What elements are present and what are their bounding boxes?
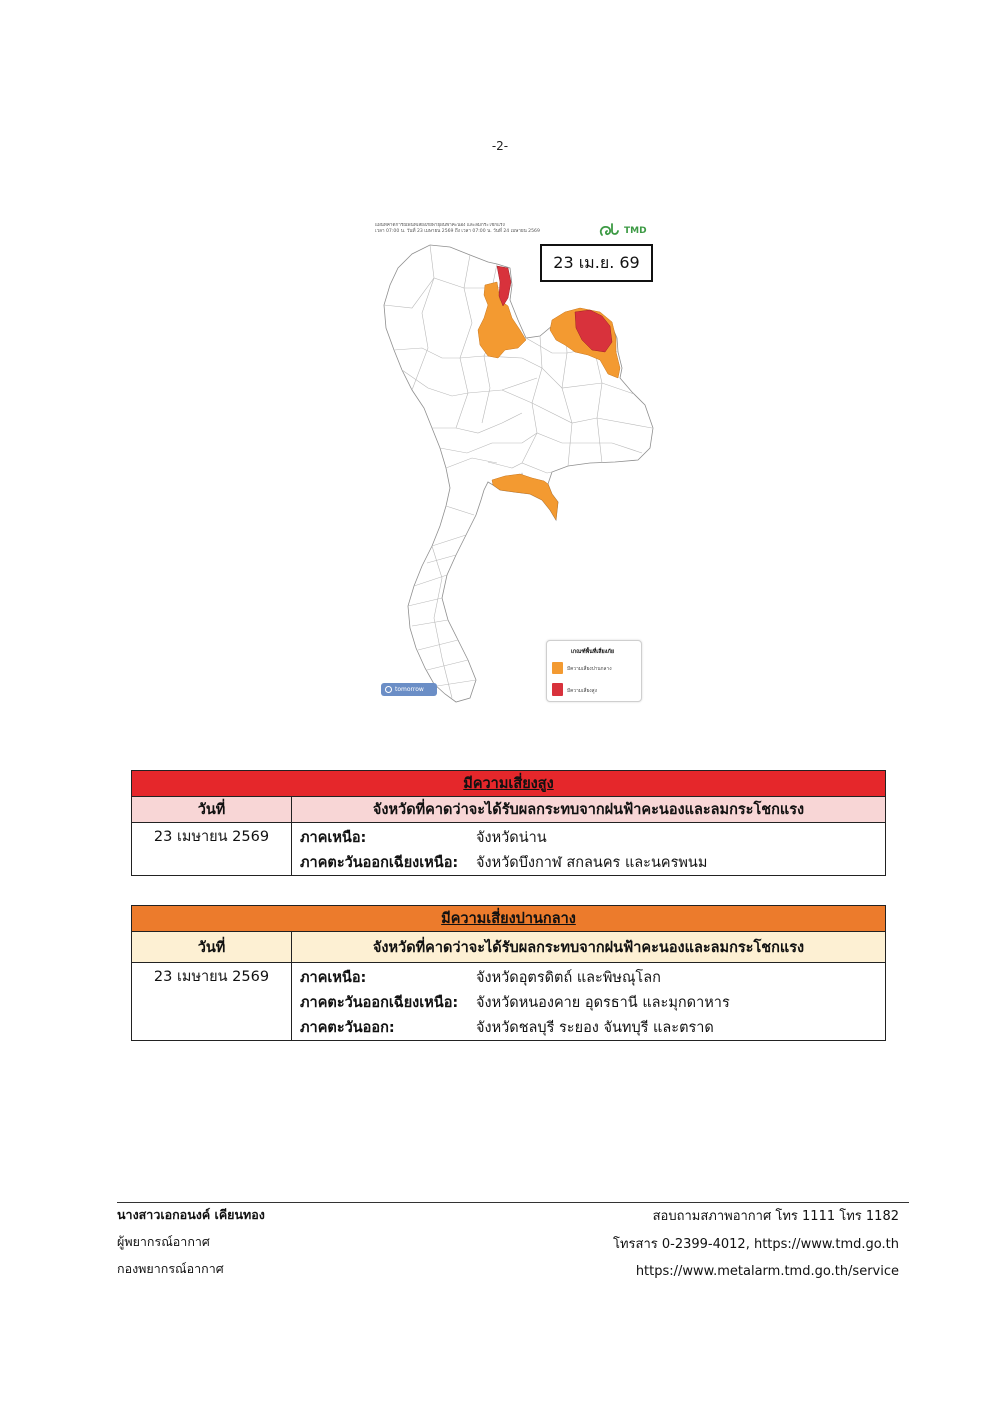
region-line xyxy=(292,825,885,850)
region-label: ภาคตะวันออกเฉียงเหนือ: xyxy=(300,855,459,871)
tmd-logo xyxy=(596,219,654,241)
map-header-period: เวลา 07:00 น. วันที่ 23 เมษายน 2569 ถึง เวลา 07:00 น. วันที่ 24 เมษายน 2569 xyxy=(375,229,540,234)
legend-swatch-moderate xyxy=(552,662,563,674)
date-value: 23 เมษายน 2569 xyxy=(153,969,270,985)
signature-block xyxy=(117,1201,265,1282)
map-date-label: 23 เม.ย. 69 xyxy=(540,244,653,282)
region-label: ภาคเหนือ: xyxy=(300,830,367,846)
province-list: จังหวัดหนองคาย อุดรธานี และมุกดาหาร xyxy=(476,995,730,1011)
date-value: 23 เมษายน 2569 xyxy=(153,829,270,845)
legend-label-moderate: มีความเสี่ยงปานกลาง xyxy=(567,667,612,672)
tmd-logo-mark-icon xyxy=(598,221,620,239)
region-label: ภาคเหนือ: xyxy=(300,970,367,986)
provinces-cell xyxy=(292,823,886,876)
date-cell xyxy=(132,963,292,1041)
map-legend xyxy=(546,640,642,702)
forecaster-division: กองพยากรณ์อากาศ xyxy=(117,1261,224,1276)
date-cell xyxy=(132,823,292,876)
column-header-provinces: จังหวัดที่คาดว่าจะได้รับผลกระทบจากฝนฟ้าคะนองและลมกระโชกแรง xyxy=(292,932,886,963)
table-row xyxy=(132,823,886,876)
tomorrow-logo-icon xyxy=(385,686,392,693)
region-label: ภาคตะวันออก: xyxy=(300,1020,395,1036)
high-risk-table xyxy=(131,770,886,876)
moderate-risk-table xyxy=(131,905,886,1041)
tomorrow-logo xyxy=(381,683,437,696)
column-header-provinces: จังหวัดที่คาดว่าจะได้รับผลกระทบจากฝนฟ้าคะนองและลมกระโชกแรง xyxy=(292,797,886,823)
region-line xyxy=(292,990,885,1015)
provinces-cell xyxy=(292,963,886,1041)
region-line xyxy=(292,1015,885,1040)
table-title-row xyxy=(132,771,886,797)
table-title-row xyxy=(132,906,886,932)
table-title: มีความเสี่ยงสูง xyxy=(132,771,886,797)
table-title: มีความเสี่ยงปานกลาง xyxy=(132,906,886,932)
table-row xyxy=(132,963,886,1041)
map-header xyxy=(375,223,597,235)
forecaster-position: ผู้พยากรณ์อากาศ xyxy=(117,1234,210,1249)
region-line xyxy=(292,965,885,990)
province-list: จังหวัดน่าน xyxy=(476,830,547,846)
region-label: ภาคตะวันออกเฉียงเหนือ: xyxy=(300,995,459,1011)
risk-map xyxy=(372,218,656,706)
contact-block xyxy=(613,1203,899,1286)
region-line xyxy=(292,850,885,875)
contact-service-url: https://www.metalarm.tmd.go.th/service xyxy=(635,1264,899,1279)
contact-fax-website: โทรสาร 0-2399-4012, https://www.tmd.go.th xyxy=(613,1236,899,1252)
forecaster-name: นางสาวเอกอนงค์ เคียนทอง xyxy=(117,1207,265,1222)
legend-label-high: มีความเสี่ยงสูง xyxy=(567,689,597,694)
tomorrow-logo-text: tomorrow xyxy=(395,686,424,693)
table-header-row xyxy=(132,932,886,963)
province-list: จังหวัดชลบุรี ระยอง จันทบุรี และตราด xyxy=(476,1020,714,1036)
column-header-date: วันที่ xyxy=(132,932,292,963)
province-list: จังหวัดบึงกาฬ สกลนคร และนครพนม xyxy=(476,855,708,871)
map-header-title: แผนที่คาดการณ์พื้นที่เสี่ยงภัยพายุฝนฟ้าคะนอง และลมกระโชกแรง xyxy=(375,223,505,228)
thailand-outline xyxy=(384,245,653,702)
contact-phone: สอบถามสภาพอากาศ โทร 1111 โทร 1182 xyxy=(652,1209,899,1224)
column-header-date: วันที่ xyxy=(132,797,292,823)
table-header-row xyxy=(132,797,886,823)
legend-swatch-high xyxy=(552,683,563,696)
tmd-logo-text: TMD xyxy=(624,226,647,236)
province-list: จังหวัดอุตรดิตถ์ และพิษณุโลก xyxy=(476,970,661,986)
thailand-map xyxy=(372,218,656,706)
legend-title: เกณฑ์พื้นที่เสี่ยงภัย xyxy=(571,649,615,655)
page-number: -2- xyxy=(491,139,509,153)
